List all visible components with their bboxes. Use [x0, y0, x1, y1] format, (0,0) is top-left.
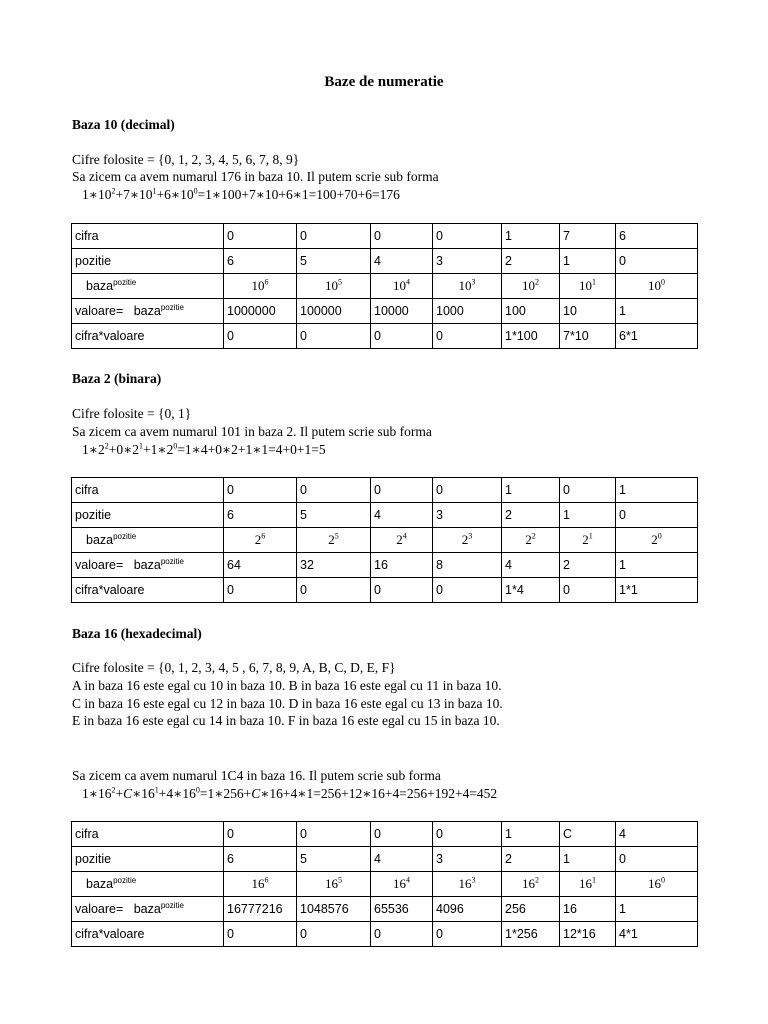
table-cell: 0	[560, 478, 616, 503]
table-cell: 100	[502, 299, 560, 324]
table-cell: $16^4$	[371, 872, 433, 897]
table-cell: 1*256	[502, 922, 560, 947]
table-cell: 0	[297, 324, 371, 349]
table-cell: 0	[433, 224, 502, 249]
hex-note-line: A in baza 16 este egal cu 10 in baza 10. B in baza 16 este egal cu 11 in baza 10.	[72, 678, 502, 693]
table-row	[72, 578, 698, 603]
table-cell: 0	[371, 578, 433, 603]
table-cell: 1*100	[502, 324, 560, 349]
table-cell: 0	[433, 822, 502, 847]
table-cell: 1	[616, 553, 698, 578]
table-cell: 65536	[371, 897, 433, 922]
row-label: cifra*valoare	[72, 324, 224, 349]
row-label: pozitie	[72, 847, 224, 872]
table-cell: 1	[502, 478, 560, 503]
table-cell: $16^2$	[502, 872, 560, 897]
table-cell: 3	[433, 847, 502, 872]
table-cell: 6	[224, 847, 297, 872]
table-cell: 4	[371, 249, 433, 274]
table-cell: $16^6$	[224, 872, 297, 897]
row-label: baza$^{pozitie}$	[72, 274, 224, 299]
table-cell: $2^2$	[502, 528, 560, 553]
table-cell: 2	[502, 847, 560, 872]
table-cell: 16777216	[224, 897, 297, 922]
table-cell: 100000	[297, 299, 371, 324]
table-cell: 0	[297, 578, 371, 603]
table-cell: 5	[297, 249, 371, 274]
table-cell: 4	[616, 822, 698, 847]
table-cell: 2	[560, 553, 616, 578]
table-cell: 0	[616, 847, 698, 872]
table-cell: 0	[224, 324, 297, 349]
table-cell: $2^5$	[297, 528, 371, 553]
table-cell: 2	[502, 249, 560, 274]
table-cell: $10^3$	[433, 274, 502, 299]
table-cell: $10^0$	[616, 274, 698, 299]
table-cell: $2^1$	[560, 528, 616, 553]
formula-base16: $1∗16^2+C∗16^1+4∗16^0=1∗256+C∗16+4∗1=256+12∗16+4=256+192+4=452$	[82, 785, 498, 801]
row-label: cifra	[72, 224, 224, 249]
table-cell: 64	[224, 553, 297, 578]
table-cell: 6	[224, 503, 297, 528]
section-heading-base10: Baza 10 (decimal)	[72, 117, 175, 132]
formula-base10: $1∗10^2+7∗10^1+6∗10^0=1∗100+7∗10+6∗1=100+70+6=176$	[82, 186, 400, 202]
table-cell: 0	[297, 822, 371, 847]
table-cell: 1	[560, 249, 616, 274]
table-cell: 5	[297, 847, 371, 872]
table-cell: $2^3$	[433, 528, 502, 553]
table-cell: 8	[433, 553, 502, 578]
table-cell: 4096	[433, 897, 502, 922]
table-cell: $10^1$	[560, 274, 616, 299]
table-cell: 1048576	[297, 897, 371, 922]
intro-line-base16: Sa zicem ca avem numarul 1C4 in baza 16. Il putem scrie sub forma	[72, 768, 441, 783]
table-cell: 7	[560, 224, 616, 249]
table-cell: 0	[433, 578, 502, 603]
table-row	[72, 249, 698, 274]
digits-line-base16: Cifre folosite = {0, 1, 2, 3, 4, 5 , 6, 7, 8, 9, A, B, C, D, E, F}	[72, 660, 396, 675]
table-cell: 12*16	[560, 922, 616, 947]
table-row	[72, 503, 698, 528]
row-label: baza$^{pozitie}$	[72, 872, 224, 897]
table-cell: 32	[297, 553, 371, 578]
section-heading-base16: Baza 16 (hexadecimal)	[72, 626, 202, 641]
table-cell: 1	[560, 503, 616, 528]
table-cell: $16^5$	[297, 872, 371, 897]
table-cell: $10^2$	[502, 274, 560, 299]
table-cell: 0	[297, 922, 371, 947]
table-cell: 5	[297, 503, 371, 528]
table-cell: 6	[616, 224, 698, 249]
table-row	[72, 299, 698, 324]
table-cell: 6	[224, 249, 297, 274]
formula-base2: $1∗2^2+0∗2^1+1∗2^0=1∗4+0∗2+1∗1=4+0+1=5$	[82, 441, 326, 457]
table-cell: $2^6$	[224, 528, 297, 553]
table-cell: 0	[616, 503, 698, 528]
intro-line-base2: Sa zicem ca avem numarul 101 in baza 2. Il putem scrie sub forma	[72, 424, 432, 439]
table-cell: $16^3$	[433, 872, 502, 897]
table-cell: 16	[371, 553, 433, 578]
table-cell: 1000	[433, 299, 502, 324]
table-cell: 1	[616, 897, 698, 922]
table-row	[72, 528, 698, 553]
table-cell: 1	[502, 822, 560, 847]
table-cell: 0	[371, 478, 433, 503]
table-cell: 3	[433, 249, 502, 274]
table-cell: 1	[616, 299, 698, 324]
table-cell: 0	[224, 822, 297, 847]
row-label: valoare= baza$^{pozitie}$	[72, 299, 224, 324]
table-cell: 7*10	[560, 324, 616, 349]
table-cell: 4	[371, 503, 433, 528]
table-row	[72, 922, 698, 947]
table-cell: 0	[297, 224, 371, 249]
table-cell: 2	[502, 503, 560, 528]
table-cell: 0	[371, 922, 433, 947]
table-cell: $10^5$	[297, 274, 371, 299]
table-cell: 0	[224, 478, 297, 503]
table-cell: 0	[224, 224, 297, 249]
table-cell: 1	[502, 224, 560, 249]
table-cell: C	[560, 822, 616, 847]
table-cell: 1	[560, 847, 616, 872]
table-cell: 1*4	[502, 578, 560, 603]
table-row	[72, 478, 698, 503]
hex-note-line: C in baza 16 este egal cu 12 in baza 10. D in baza 16 este egal cu 13 in baza 10.	[72, 696, 503, 711]
table-cell: 1	[616, 478, 698, 503]
table-cell: 1000000	[224, 299, 297, 324]
row-label: pozitie	[72, 503, 224, 528]
table-base16	[71, 821, 698, 947]
table-cell: 1*1	[616, 578, 698, 603]
table-cell: 3	[433, 503, 502, 528]
table-cell: 0	[560, 578, 616, 603]
row-label: cifra*valoare	[72, 922, 224, 947]
row-label: cifra	[72, 822, 224, 847]
row-label: pozitie	[72, 249, 224, 274]
intro-line-base10: Sa zicem ca avem numarul 176 in baza 10. Il putem scrie sub forma	[72, 169, 439, 184]
table-cell: 10000	[371, 299, 433, 324]
table-cell: $16^0$	[616, 872, 698, 897]
row-label: cifra*valoare	[72, 578, 224, 603]
table-cell: 0	[371, 822, 433, 847]
table-cell: 0	[297, 478, 371, 503]
table-base10	[71, 223, 698, 349]
table-row	[72, 872, 698, 897]
section-heading-base2: Baza 2 (binara)	[72, 371, 162, 386]
table-row	[72, 224, 698, 249]
table-cell: 4*1	[616, 922, 698, 947]
table-cell: 16	[560, 897, 616, 922]
table-row	[72, 324, 698, 349]
table-cell: 0	[433, 922, 502, 947]
table-cell: 0	[433, 324, 502, 349]
table-cell: 6*1	[616, 324, 698, 349]
table-base2	[71, 477, 698, 603]
table-cell: $2^0$	[616, 528, 698, 553]
hex-note-line: E in baza 16 este egal cu 14 in baza 10. F in baza 16 este egal cu 15 in baza 10.	[72, 713, 500, 728]
digits-line-base10: Cifre folosite = {0, 1, 2, 3, 4, 5, 6, 7, 8, 9}	[72, 152, 300, 167]
table-row	[72, 897, 698, 922]
row-label: valoare= baza$^{pozitie}$	[72, 897, 224, 922]
table-cell: $10^4$	[371, 274, 433, 299]
table-cell: 0	[371, 324, 433, 349]
table-cell: 4	[502, 553, 560, 578]
table-cell: 4	[371, 847, 433, 872]
table-row	[72, 847, 698, 872]
table-row	[72, 274, 698, 299]
table-cell: 0	[224, 578, 297, 603]
digits-line-base2: Cifre folosite = {0, 1}	[72, 406, 192, 421]
page-title: Baze de numeratie	[324, 74, 444, 90]
row-label: valoare= baza$^{pozitie}$	[72, 553, 224, 578]
table-cell: 10	[560, 299, 616, 324]
table-cell: 0	[433, 478, 502, 503]
table-cell: 0	[616, 249, 698, 274]
table-cell: 256	[502, 897, 560, 922]
table-row	[72, 822, 698, 847]
table-cell: 0	[371, 224, 433, 249]
table-cell: $16^1$	[560, 872, 616, 897]
row-label: cifra	[72, 478, 224, 503]
table-row	[72, 553, 698, 578]
row-label: baza$^{pozitie}$	[72, 528, 224, 553]
table-cell: 0	[224, 922, 297, 947]
table-cell: $10^6$	[224, 274, 297, 299]
table-cell: $2^4$	[371, 528, 433, 553]
